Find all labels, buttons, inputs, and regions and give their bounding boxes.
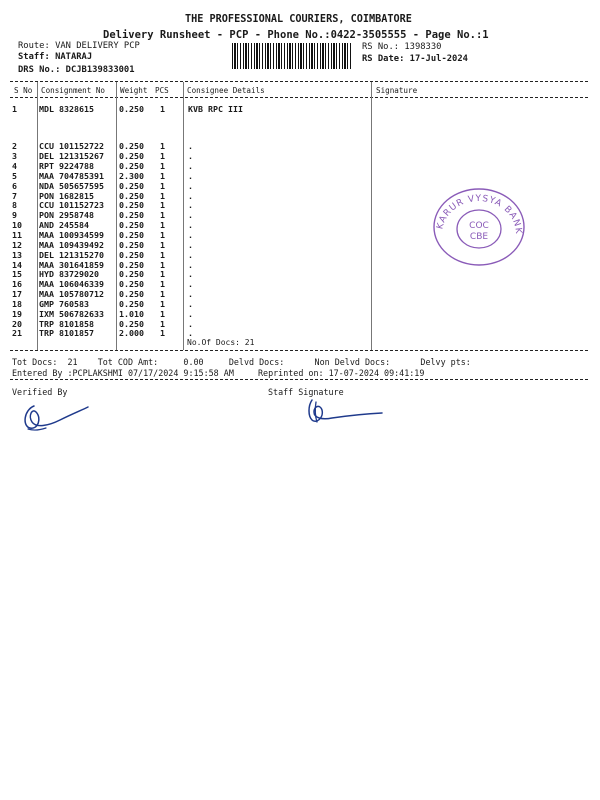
cell-weight: 0.250	[119, 230, 144, 240]
cell-sno: 15	[12, 269, 22, 279]
cell-weight: 0.250	[119, 240, 144, 250]
verified-by-label: Verified By	[12, 387, 68, 397]
cell-pcs: 1	[160, 191, 165, 201]
cell-consignment: PON 2958748	[39, 210, 94, 220]
cell-details: .	[188, 200, 193, 210]
cell-consignment: IXM 506782633	[39, 309, 104, 319]
cell-details: .	[188, 328, 193, 338]
cell-consignment: DEL 121315270	[39, 250, 104, 260]
cell-pcs: 1	[160, 161, 165, 171]
table-header-rule	[10, 97, 588, 98]
cell-weight: 0.250	[119, 269, 144, 279]
cell-sno: 18	[12, 299, 22, 309]
cell-weight: 2.300	[119, 171, 144, 181]
cell-details: .	[188, 220, 193, 230]
cell-details: .	[188, 191, 193, 201]
cell-pcs: 1	[160, 279, 165, 289]
cell-details: .	[188, 230, 193, 240]
cell-sno: 13	[12, 250, 22, 260]
drs-number: DRS No.: DCJB139833001	[18, 65, 135, 75]
cell-consignment: AND 245584	[39, 220, 89, 230]
cell-consignment: RPT 9224788	[39, 161, 94, 171]
cell-consignment: MAA 301641859	[39, 260, 104, 270]
cell-consignment: MAA 105780712	[39, 289, 104, 299]
cell-weight: 0.250	[119, 104, 144, 114]
cell-pcs: 1	[160, 289, 165, 299]
col-header-consignment: Consignment No	[41, 86, 106, 95]
cell-details: .	[188, 289, 193, 299]
col-header-sno: S No	[14, 86, 33, 95]
cell-weight: 2.000	[119, 328, 144, 338]
cell-consignment: CCU 101152723	[39, 200, 104, 210]
cell-pcs: 1	[160, 181, 165, 191]
cell-weight: 1.010	[119, 309, 144, 319]
cell-consignment: MAA 109439492	[39, 240, 104, 250]
cell-consignment: MAA 106046339	[39, 279, 104, 289]
route-label: Route: VAN DELIVERY PCP	[18, 41, 140, 51]
cell-details: KVB RPC III	[188, 104, 243, 114]
cell-details: .	[188, 181, 193, 191]
cell-pcs: 1	[160, 250, 165, 260]
cell-pcs: 1	[160, 260, 165, 270]
cell-details: .	[188, 210, 193, 220]
cell-details: .	[188, 161, 193, 171]
cell-sno: 14	[12, 260, 22, 270]
cell-pcs: 1	[160, 210, 165, 220]
cell-details: .	[188, 141, 193, 151]
cell-sno: 5	[12, 171, 17, 181]
col-divider	[183, 82, 184, 350]
cell-pcs: 1	[160, 151, 165, 161]
col-header-weight: Weight	[120, 86, 148, 95]
cell-weight: 0.250	[119, 250, 144, 260]
cell-consignment: MDL 8328615	[39, 104, 94, 114]
cell-consignment: MAA 704785391	[39, 171, 104, 181]
cell-pcs: 1	[160, 309, 165, 319]
entered-by: Entered By :PCPLAKSHMI 07/17/2024 9:15:58 AM	[12, 368, 234, 378]
company-name: THE PROFESSIONAL COURIERS, COIMBATORE	[185, 14, 412, 25]
cell-sno: 10	[12, 220, 22, 230]
cell-consignment: NDA 505657595	[39, 181, 104, 191]
cell-pcs: 1	[160, 269, 165, 279]
cell-weight: 0.250	[119, 260, 144, 270]
footer-rule	[10, 379, 588, 380]
cell-sno: 7	[12, 191, 17, 201]
cell-sno: 19	[12, 309, 22, 319]
verified-signature	[20, 398, 95, 438]
cell-details: .	[188, 269, 193, 279]
table-top-rule	[10, 81, 588, 82]
cell-sno: 20	[12, 319, 22, 329]
staff-signature	[302, 396, 392, 426]
cell-pcs: 1	[160, 171, 165, 181]
cell-weight: 0.250	[119, 191, 144, 201]
cell-pcs: 1	[160, 141, 165, 151]
cell-sno: 9	[12, 210, 17, 220]
cell-details: .	[188, 240, 193, 250]
cell-consignment: MAA 100934599	[39, 230, 104, 240]
cell-sno: 11	[12, 230, 22, 240]
table-bottom-rule	[10, 350, 588, 351]
cell-weight: 0.250	[119, 299, 144, 309]
col-divider	[116, 82, 117, 350]
cell-consignment: TRP 8101858	[39, 319, 94, 329]
cell-consignment: CCU 101152722	[39, 141, 104, 151]
barcode	[232, 43, 352, 69]
cell-details: .	[188, 299, 193, 309]
cell-weight: 0.250	[119, 210, 144, 220]
reprinted-on: Reprinted on: 17-07-2024 09:41:19	[258, 368, 425, 378]
stamp-bank-name: KARUR VYSYA BANK	[435, 193, 524, 236]
stamp-line-1: COC	[469, 221, 489, 231]
summary-line: Tot Docs: 21 Tot COD Amt: 0.00 Delvd Docs: Non Delvd Docs: Delvy pts:	[12, 357, 471, 367]
col-header-pcs: PCS	[155, 86, 169, 95]
cell-consignment: DEL 121315267	[39, 151, 104, 161]
cell-weight: 0.250	[119, 220, 144, 230]
col-divider	[37, 82, 38, 350]
cell-weight: 0.250	[119, 141, 144, 151]
cell-weight: 0.250	[119, 181, 144, 191]
cell-pcs: 1	[160, 328, 165, 338]
cell-consignment: PON 1682815	[39, 191, 94, 201]
cell-sno: 2	[12, 141, 17, 151]
runsheet-title: Delivery Runsheet - PCP - Phone No.:0422-3505555 - Page No.:1	[103, 29, 489, 41]
cell-sno: 6	[12, 181, 17, 191]
cell-details: .	[188, 279, 193, 289]
cell-pcs: 1	[160, 319, 165, 329]
cell-sno: 12	[12, 240, 22, 250]
rs-number: RS No.: 1398330	[362, 42, 442, 52]
cell-details: .	[188, 151, 193, 161]
cell-details: .	[188, 309, 193, 319]
cell-consignment: HYD 83729020	[39, 269, 99, 279]
cell-weight: 0.250	[119, 279, 144, 289]
cell-pcs: 1	[160, 240, 165, 250]
cell-sno: 4	[12, 161, 17, 171]
cell-weight: 0.250	[119, 151, 144, 161]
cell-sno: 3	[12, 151, 17, 161]
cell-pcs: 1	[160, 230, 165, 240]
cell-consignment: TRP 8101857	[39, 328, 94, 338]
col-divider	[371, 82, 372, 350]
cell-weight: 0.250	[119, 289, 144, 299]
cell-sno: 21	[12, 328, 22, 338]
cell-sno: 17	[12, 289, 22, 299]
cell-pcs: 1	[160, 299, 165, 309]
staff-signature-label: Staff Signature	[268, 387, 344, 397]
cell-weight: 0.250	[119, 200, 144, 210]
cell-pcs: 1	[160, 220, 165, 230]
cell-sno: 1	[12, 104, 17, 114]
cell-weight: 0.250	[119, 319, 144, 329]
cell-pcs: 1	[160, 200, 165, 210]
cell-sno: 16	[12, 279, 22, 289]
col-header-consignee: Consignee Details	[187, 86, 265, 95]
cell-weight: 0.250	[119, 161, 144, 171]
rs-date: RS Date: 17-Jul-2024	[362, 54, 468, 64]
cell-details: .	[188, 260, 193, 270]
cell-pcs: 1	[160, 104, 165, 114]
cell-details: .	[188, 171, 193, 181]
cell-consignment: GMP 760583	[39, 299, 89, 309]
staff-label: Staff: NATARAJ	[18, 52, 93, 62]
col-header-signature: Signature	[376, 86, 418, 95]
cell-details: .	[188, 319, 193, 329]
cell-sno: 8	[12, 200, 17, 210]
bank-stamp	[430, 186, 528, 268]
no-of-docs: No.Of Docs: 21	[187, 338, 255, 347]
stamp-line-2: CBE	[469, 232, 489, 242]
cell-details: .	[188, 250, 193, 260]
